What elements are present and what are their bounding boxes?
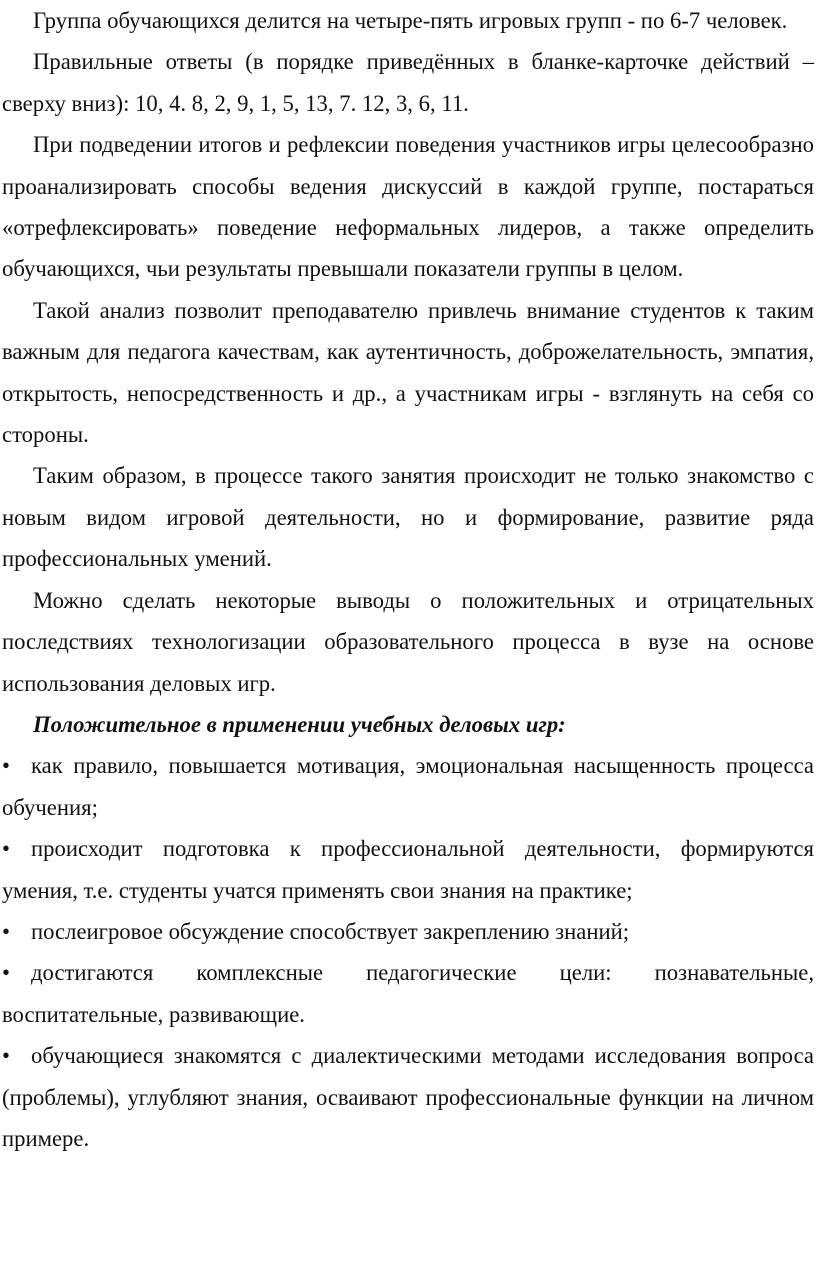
- bullet-icon: •: [2, 753, 10, 779]
- paragraph-conclusion: Таким образом, в процессе такого занятия происходит не только знакомство с новым видом игровой деятельности, но и формирование, развитие ряда профессиональных умений.: [2, 463, 814, 572]
- list-item-text: достигаются комплексные педагогические цели: познавательные, воспитательные, развивающие.: [2, 960, 814, 1027]
- bullet-icon: •: [2, 836, 10, 862]
- list-item-text: послеигровое обсуждение способствует закреплению знаний;: [31, 918, 630, 944]
- paragraph-correct-answers: Правильные ответы (в порядке приведённых в бланке-карточке действий – сверху вниз): 10, 4. 8, 2, 9, 1, 5, 13, 7. 12, 3, 6, 11.: [2, 49, 814, 116]
- list-item-text: как правило, повышается мотивация, эмоциональная насыщенность процесса обучения;: [2, 753, 814, 820]
- section-heading-positive: Положительное в применении учебных деловых игр:: [33, 711, 566, 737]
- paragraph-reflection: При подведении итогов и рефлексии поведения участников игры целесообразно проанализировать способы ведения дискуссий в каждой группе, постараться «отрефлексировать» поведение неформальных лидеров, а также определить обучающихся, чьи результаты превышали показатели группы в целом.: [2, 132, 814, 282]
- bullet-icon: •: [2, 1043, 10, 1069]
- bullet-icon: •: [2, 918, 10, 944]
- list-item: [2, 828, 814, 911]
- paragraph-analysis: Такой анализ позволит преподавателю привлечь внимание студентов к таким важным для педагога качествам, как аутентичность, доброжелательность, эмпатия, открытость, непосредственность и др., а участникам игры - взглянуть на себя со стороны.: [2, 297, 814, 448]
- paragraph-group-size: Группа обучающихся делится на четыре-пять игровых групп - по 6-7 человек.: [33, 8, 788, 33]
- list-item: [2, 952, 814, 1035]
- bullet-icon: •: [2, 960, 10, 986]
- list-item: [2, 911, 814, 952]
- list-item-text: происходит подготовка к профессиональной деятельности, формируются умения, т.е. студенты учатся применять свои знания на практике;: [2, 836, 814, 903]
- paragraph-outcomes: Можно сделать некоторые выводы о положительных и отрицательных последствиях технологизации образовательного процесса в вузе на основе использования деловых игр.: [2, 587, 814, 696]
- list-item: [2, 745, 814, 828]
- list-item-text: обучающиеся знакомятся с диалектическими методами исследования вопроса (проблемы), углубляют знания, осваивают профессиональные функции на личном примере.: [2, 1043, 814, 1151]
- list-item: [2, 1035, 814, 1159]
